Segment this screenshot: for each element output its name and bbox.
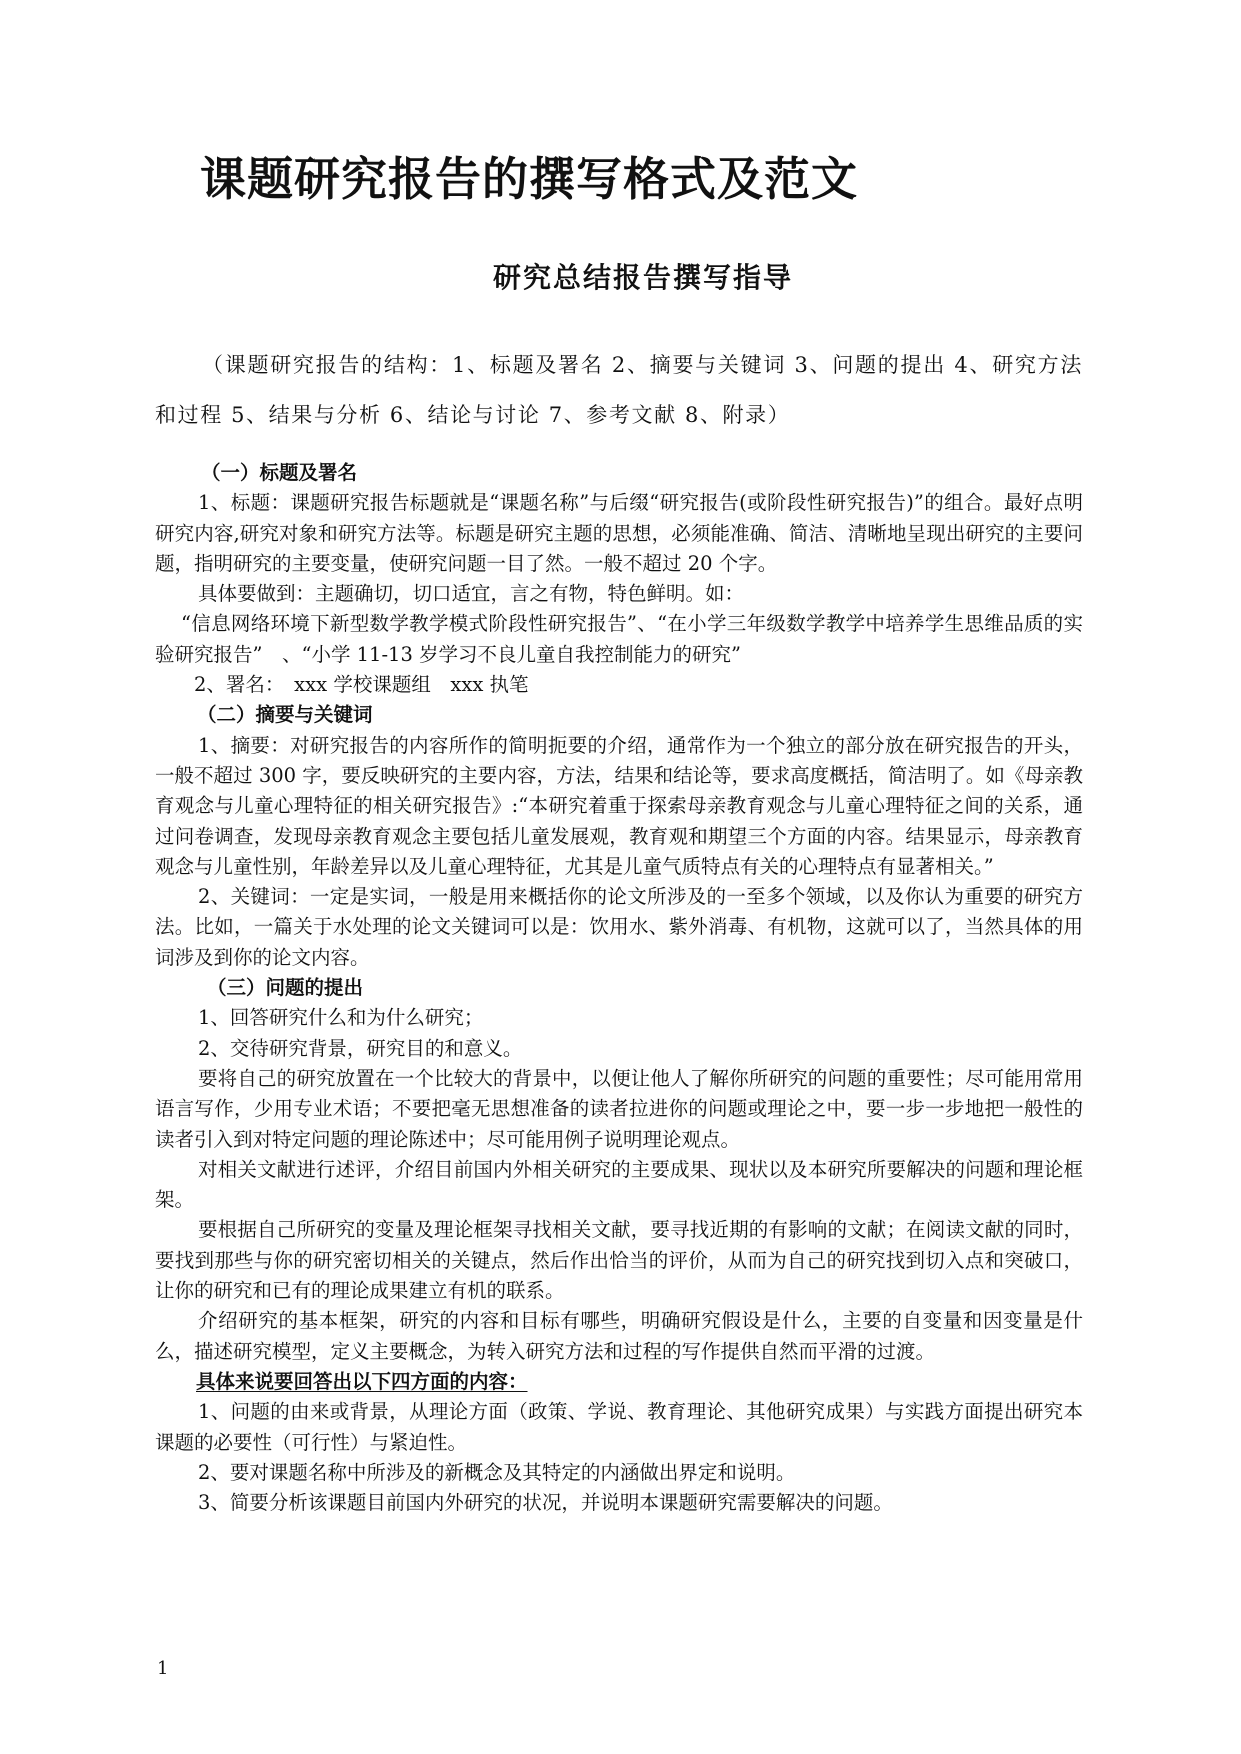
paragraph: 1、标题：课题研究报告标题就是“课题名称”与后缀“研究报告(或阶段性研究报告)”的组合。最好点明研究内容,研究对象和研究方法等。标题是研究主题的思想，必须能准确、简洁、清晰地呈现出研究的主要问题，指明研究的主要变量，使研究问题一目了然。一般不超过 20 个字。: [155, 491, 1083, 575]
paragraph: 介绍研究的基本框架，研究的内容和目标有哪些，明确研究假设是什么，主要的自变量和因变量是什么，描述研究模型，定义主要概念，为转入研究方法和过程的写作提供自然而平滑的过渡。: [155, 1309, 1083, 1363]
paragraph: 2、署名： xxx 学校课题组 xxx 执笔: [194, 673, 529, 697]
paragraph: 具体要做到：主题确切，切口适宜，言之有物，特色鲜明。如：: [198, 582, 745, 606]
section-heading-title-signature: （一）标题及署名: [201, 461, 358, 484]
document-subtitle: 研究总结报告撰写指导: [492, 261, 793, 294]
document-body: [155, 458, 1083, 1518]
section-heading-problem-statement: （三）问题的提出: [207, 976, 364, 1000]
page-number: 1: [157, 1658, 169, 1679]
paragraph: 3、简要分析该课题目前国内外研究的状况，并说明本课题研究需要解决的问题。: [198, 1491, 893, 1515]
report-structure-intro: （课题研究报告的结构：1、标题及署名 2、摘要与关键词 3、问题的提出 4、研究方法和过程 5、结果与分析 6、结论与讨论 7、参考文献 8、附录）: [155, 353, 1083, 427]
paragraph: 要将自己的研究放置在一个比较大的背景中，以便让他人了解你所研究的问题的重要性；尽可能用常用语言写作，少用专业术语；不要把毫无思想准备的读者拉进你的问题或理论之中，要一步一步地把一般性的读者引入到对特定问题的理论陈述中；尽可能用例子说明理论观点。: [155, 1066, 1083, 1151]
paragraph: “信息网络环境下新型数学教学模式阶段性研究报告”、“在小学三年级数学教学中培养学生思维品质的实验研究报告” 、“小学 11-13 岁学习不良儿童自我控制能力的研究”: [155, 612, 1083, 666]
paragraph: 2、要对课题名称中所涉及的新概念及其特定的内涵做出界定和说明。: [198, 1460, 796, 1484]
document-title: 课题研究报告的撰写格式及范文: [200, 152, 858, 206]
paragraph: 要根据自己所研究的变量及理论框架寻找相关文献，要寻找近期的有影响的文献；在阅读文献的同时，要找到那些与你的研究密切相关的关键点，然后作出恰当的评价，从而为自己的研究找到切入点和突破口，让你的研究和已有的理论成果建立有机的联系。: [155, 1218, 1083, 1303]
paragraph: 1、摘要：对研究报告的内容所作的简明扼要的介绍，通常作为一个独立的部分放在研究报告的开头，一般不超过 300 字，要反映研究的主要内容，方法，结果和结论等，要求高度概括，简洁明了。如《母亲教育观念与儿童心理特征的相关研究报告》:“本研究着重于探索母亲教育观念与儿童心理特征之间的关系，通过问卷调查，发现母亲教育观念主要包括儿童发展观，教育观和期望三个方面的内容。结果显示，母亲教育观念与儿童性别，年龄差异以及儿童心理特征，尤其是儿童气质特点有关的心理特点有显著相关。”: [155, 733, 1083, 878]
paragraph: 对相关文献进行述评，介绍目前国内外相关研究的主要成果、现状以及本研究所要解决的问题和理论框架。: [155, 1157, 1083, 1212]
paragraph: 2、交待研究背景，研究目的和意义。: [198, 1036, 523, 1060]
section-heading-abstract-keywords: （二）摘要与关键词: [197, 703, 373, 727]
paragraph: 2、关键词：一定是实词，一般是用来概括你的论文所涉及的一至多个领域，以及你认为重要的研究方法。比如，一篇关于水处理的论文关键词可以是：饮用水、紫外消毒、有机物，这就可以了，当然具体的用词涉及到你的论文内容。: [155, 885, 1083, 969]
underlined-subheading: 具体来说要回答出以下四方面的内容：: [196, 1369, 528, 1393]
paragraph: 1、回答研究什么和为什么研究；: [198, 1006, 484, 1030]
paragraph: 1、问题的由来或背景，从理论方面（政策、学说、教育理论、其他研究成果）与实践方面提出研究本课题的必要性（可行性）与紧迫性。: [155, 1400, 1083, 1454]
